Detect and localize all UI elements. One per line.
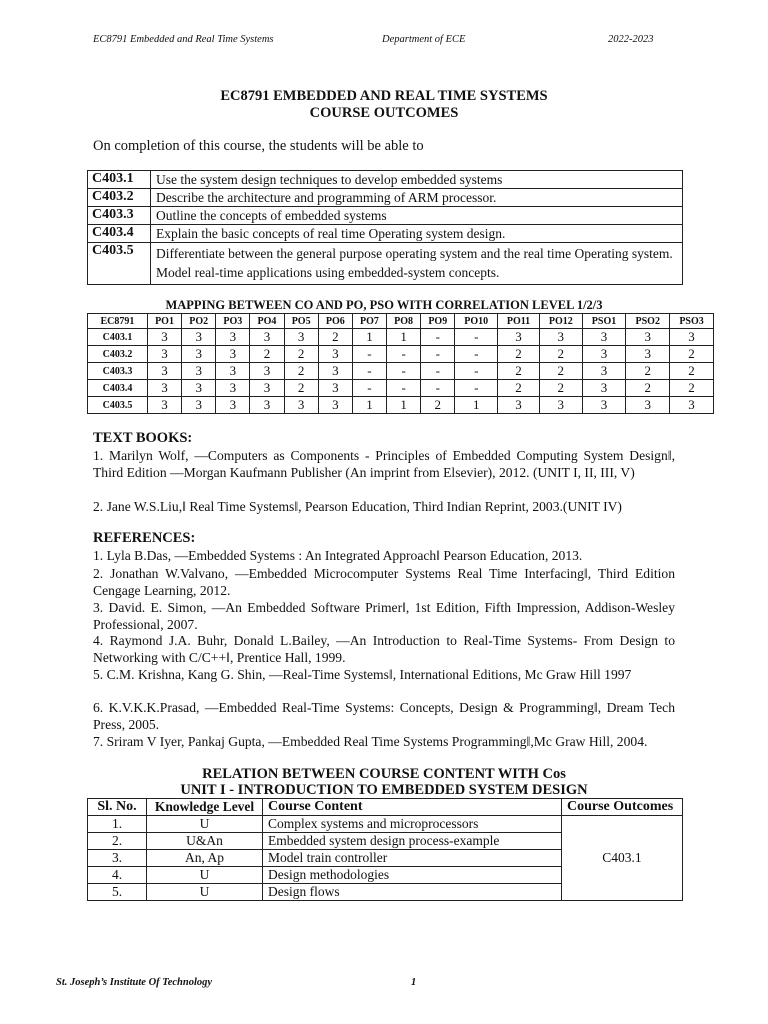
- mapping-row: [88, 363, 714, 380]
- sl-no-header: Sl. No.: [88, 799, 147, 816]
- reference-7: 7. Sriram V Iyer, Pankaj Gupta, ―Embedded Real Time Systems Programming‖,Mc Graw Hill, 2004.: [93, 734, 648, 749]
- mapping-cell: 3: [250, 329, 284, 346]
- mapping-cell: 3: [582, 397, 626, 414]
- mapping-cell: 3: [582, 380, 626, 397]
- mapping-cell: 3: [318, 397, 352, 414]
- mapping-row-header: C403.2: [88, 346, 148, 363]
- mapping-cell: 2: [498, 346, 540, 363]
- content-cell: Embedded system design process-example: [263, 833, 562, 850]
- mapping-cell: 1: [387, 397, 421, 414]
- mapping-cell: -: [352, 380, 386, 397]
- reference-4: 4. Raymond J.A. Buhr, Donald L.Bailey, ―An Introduction to Real-Time Systems- From Design to Networking with C/C++‖, Prentice Hall, 1999.: [93, 633, 675, 665]
- mapping-cell: 3: [147, 380, 181, 397]
- mapping-header-cell: PO11: [498, 314, 540, 329]
- reference-2: 2. Jonathan W.Valvano, ―Embedded Microcomputer Systems Real Time Interfacing‖, Third Edition Cengage Learning, 2012.: [93, 566, 675, 598]
- mapping-row-header: C403.4: [88, 380, 148, 397]
- mapping-header-cell: PO7: [352, 314, 386, 329]
- relation-title: RELATION BETWEEN COURSE CONTENT WITH Cos: [202, 766, 566, 782]
- mapping-cell: 2: [626, 380, 670, 397]
- mapping-cell: 1: [352, 329, 386, 346]
- level-cell: U: [147, 867, 263, 884]
- mapping-cell: -: [455, 363, 498, 380]
- mapping-cell: 3: [498, 329, 540, 346]
- mapping-row: [88, 346, 714, 363]
- sl-cell: 2.: [88, 833, 147, 850]
- mapping-row-header: C403.1: [88, 329, 148, 346]
- mapping-cell: -: [421, 346, 455, 363]
- mapping-cell: 2: [670, 346, 714, 363]
- table-header-row: [88, 799, 683, 816]
- mapping-cell: 3: [216, 380, 250, 397]
- outcome-text: Differentiate between the general purpose operating system and the real time Operating system. Model real-time applications using embedded-system concepts.: [151, 243, 683, 285]
- mapping-body: [88, 329, 714, 414]
- table-row: [88, 225, 683, 243]
- mapping-header-cell: PSO1: [582, 314, 626, 329]
- level-cell: An, Ap: [147, 850, 263, 867]
- outcome-code: C403.4: [88, 225, 151, 243]
- mapping-cell: 1: [387, 329, 421, 346]
- mapping-row: [88, 380, 714, 397]
- mapping-header-cell: PO2: [182, 314, 216, 329]
- outcome-code: C403.5: [88, 243, 151, 285]
- mapping-cell: 3: [284, 329, 318, 346]
- table-row: [88, 207, 683, 225]
- course-content-table: [87, 798, 683, 901]
- mapping-cell: 3: [626, 329, 670, 346]
- mapping-cell: 3: [284, 397, 318, 414]
- outcome-code: C403.1: [88, 171, 151, 189]
- mapping-cell: -: [387, 380, 421, 397]
- mapping-header-cell: PO3: [216, 314, 250, 329]
- mapping-cell: 2: [539, 380, 582, 397]
- sl-cell: 5.: [88, 884, 147, 901]
- mapping-header-cell: PO6: [318, 314, 352, 329]
- mapping-cell: 2: [318, 329, 352, 346]
- mapping-cell: -: [352, 363, 386, 380]
- mapping-cell: -: [387, 363, 421, 380]
- outcome-code: C403.2: [88, 189, 151, 207]
- knowledge-level-header: Knowledge Level: [147, 799, 263, 816]
- header-department: Department of ECE: [382, 34, 466, 45]
- mapping-cell: 3: [498, 397, 540, 414]
- mapping-header-row: [88, 314, 714, 329]
- intro-text: On completion of this course, the students will be able to: [93, 138, 424, 154]
- sl-cell: 1.: [88, 816, 147, 833]
- mapping-cell: 3: [318, 380, 352, 397]
- table-row: [88, 171, 683, 189]
- outcome-cell: C403.1: [562, 816, 683, 901]
- reference-5: 5. C.M. Krishna, Kang G. Shin, ―Real-Time Systems‖, International Editions, Mc Graw Hill 1997: [93, 667, 632, 682]
- table-row: [88, 243, 683, 285]
- mapping-cell: 3: [216, 397, 250, 414]
- mapping-row: [88, 397, 714, 414]
- level-cell: U: [147, 884, 263, 901]
- mapping-header-cell: PO4: [250, 314, 284, 329]
- reference-6: 6. K.V.K.K.Prasad, ―Embedded Real-Time Systems: Concepts, Design & Programming‖, Dream Tech Press, 2005.: [93, 700, 675, 732]
- content-cell: Design flows: [263, 884, 562, 901]
- mapping-header-cell: PO12: [539, 314, 582, 329]
- mapping-cell: 3: [250, 380, 284, 397]
- mapping-cell: 2: [670, 363, 714, 380]
- page-title: EC8791 EMBEDDED AND REAL TIME SYSTEMS: [220, 88, 548, 104]
- mapping-cell: 2: [250, 346, 284, 363]
- mapping-cell: 3: [147, 363, 181, 380]
- course-outcomes-header: Course Outcomes: [562, 799, 683, 816]
- mapping-cell: 3: [216, 329, 250, 346]
- mapping-row-header: C403.5: [88, 397, 148, 414]
- mapping-cell: 2: [539, 346, 582, 363]
- mapping-cell: 2: [284, 346, 318, 363]
- mapping-header-cell: PO9: [421, 314, 455, 329]
- mapping-cell: 2: [498, 380, 540, 397]
- mapping-cell: 2: [670, 380, 714, 397]
- mapping-cell: -: [387, 346, 421, 363]
- mapping-cell: 2: [421, 397, 455, 414]
- mapping-cell: 3: [626, 397, 670, 414]
- level-cell: U: [147, 816, 263, 833]
- mapping-cell: 3: [670, 329, 714, 346]
- mapping-cell: -: [421, 363, 455, 380]
- page-number: 1: [411, 977, 417, 988]
- mapping-cell: 2: [539, 363, 582, 380]
- table-row: [88, 189, 683, 207]
- mapping-cell: -: [421, 380, 455, 397]
- mapping-cell: 3: [539, 329, 582, 346]
- mapping-row-header: C403.3: [88, 363, 148, 380]
- mapping-table: [87, 313, 714, 414]
- mapping-cell: 2: [284, 380, 318, 397]
- mapping-cell: 2: [498, 363, 540, 380]
- mapping-cell: 3: [182, 397, 216, 414]
- mapping-cell: -: [421, 329, 455, 346]
- mapping-cell: 2: [284, 363, 318, 380]
- references-heading: REFERENCES:: [93, 530, 196, 546]
- mapping-cell: 3: [182, 380, 216, 397]
- mapping-cell: -: [352, 346, 386, 363]
- text-book-2: 2. Jane W.S.Liu,‖ Real Time Systems‖, Pearson Education, Third Indian Reprint, 2003.(UNIT IV): [93, 499, 622, 514]
- sl-cell: 3.: [88, 850, 147, 867]
- mapping-cell: -: [455, 329, 498, 346]
- mapping-cell: 3: [318, 363, 352, 380]
- content-cell: Model train controller: [263, 850, 562, 867]
- mapping-header-cell: PSO2: [626, 314, 670, 329]
- content-cell: Design methodologies: [263, 867, 562, 884]
- text-books-heading: TEXT BOOKS:: [93, 430, 193, 446]
- mapping-cell: 3: [147, 329, 181, 346]
- course-outcomes-table: [87, 170, 683, 285]
- mapping-header-cell: PO10: [455, 314, 498, 329]
- mapping-cell: 3: [216, 346, 250, 363]
- mapping-cell: 3: [670, 397, 714, 414]
- mapping-cell: 3: [182, 363, 216, 380]
- mapping-header-cell: EC8791: [88, 314, 148, 329]
- mapping-header-cell: PSO3: [670, 314, 714, 329]
- mapping-cell: 3: [582, 363, 626, 380]
- mapping-cell: 1: [455, 397, 498, 414]
- page-subtitle: COURSE OUTCOMES: [309, 105, 459, 121]
- outcome-text: Explain the basic concepts of real time Operating system design.: [151, 225, 683, 243]
- mapping-cell: 3: [182, 329, 216, 346]
- reference-1: 1. Lyla B.Das, ―Embedded Systems : An Integrated Approach‖ Pearson Education, 2013.: [93, 548, 583, 563]
- mapping-cell: 3: [582, 329, 626, 346]
- mapping-cell: 2: [626, 363, 670, 380]
- mapping-cell: 3: [582, 346, 626, 363]
- sl-cell: 4.: [88, 867, 147, 884]
- mapping-cell: 3: [147, 397, 181, 414]
- mapping-cell: 3: [182, 346, 216, 363]
- mapping-cell: -: [455, 346, 498, 363]
- header-year: 2022-2023: [608, 34, 654, 45]
- mapping-row: [88, 329, 714, 346]
- outcome-text: Describe the architecture and programming of ARM processor.: [151, 189, 683, 207]
- mapping-cell: 3: [539, 397, 582, 414]
- mapping-cell: -: [455, 380, 498, 397]
- course-content-header: Course Content: [263, 799, 562, 816]
- mapping-cell: 3: [626, 346, 670, 363]
- mapping-header-cell: PO8: [387, 314, 421, 329]
- mapping-cell: 1: [352, 397, 386, 414]
- outcome-text: Outline the concepts of embedded systems: [151, 207, 683, 225]
- unit-title: UNIT I - INTRODUCTION TO EMBEDDED SYSTEM DESIGN: [180, 782, 588, 798]
- table-row: [88, 816, 683, 833]
- level-cell: U&An: [147, 833, 263, 850]
- outcome-code: C403.3: [88, 207, 151, 225]
- mapping-cell: 3: [318, 346, 352, 363]
- mapping-header-cell: PO5: [284, 314, 318, 329]
- mapping-header-cell: PO1: [147, 314, 181, 329]
- mapping-title: MAPPING BETWEEN CO AND PO, PSO WITH CORRELATION LEVEL 1/2/3: [165, 298, 603, 312]
- mapping-cell: 3: [147, 346, 181, 363]
- reference-3: 3. David. E. Simon, ―An Embedded Software Primer‖, 1st Edition, Fifth Impression, Addison-Wesley Professional, 2007.: [93, 600, 675, 632]
- mapping-cell: 3: [250, 397, 284, 414]
- outcome-text: Use the system design techniques to develop embedded systems: [151, 171, 683, 189]
- text-book-1: 1. Marilyn Wolf, ―Computers as Components - Principles of Embedded Computing System Design‖, Third Edition ―Morgan Kaufmann Publisher (An imprint from Elsevier), 2012. (UNIT I, II, III, V): [93, 448, 675, 480]
- content-cell: Complex systems and microprocessors: [263, 816, 562, 833]
- footer-institute: St. Joseph’s Institute Of Technology: [56, 977, 213, 988]
- mapping-cell: 3: [250, 363, 284, 380]
- mapping-cell: 3: [216, 363, 250, 380]
- header-course: EC8791 Embedded and Real Time Systems: [93, 34, 274, 45]
